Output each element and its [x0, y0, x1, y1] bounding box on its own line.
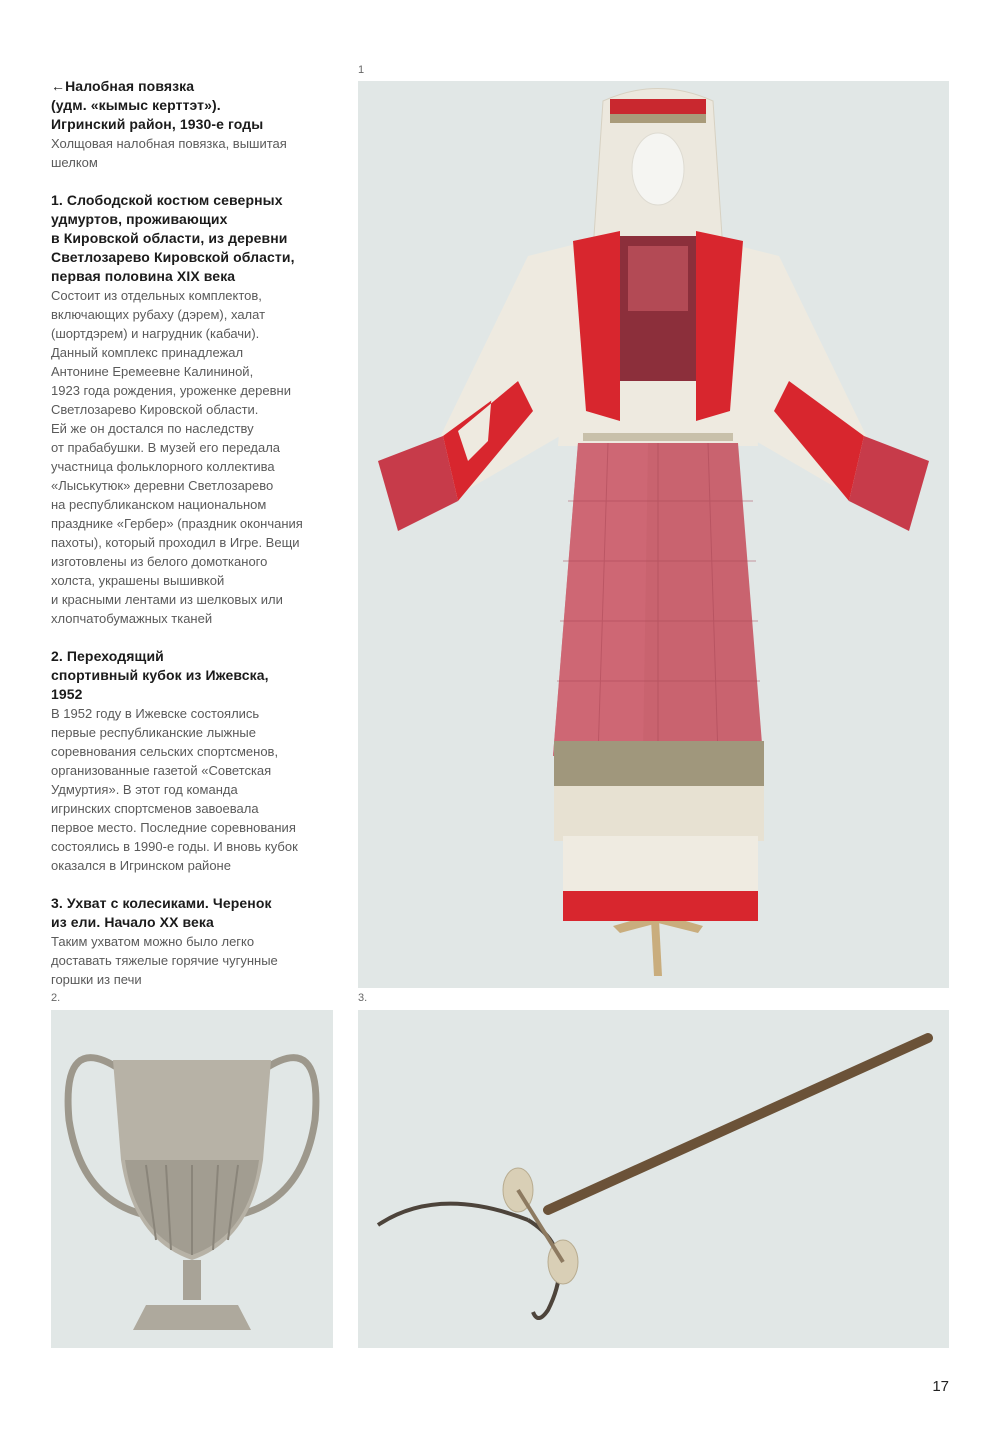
- caption-column: [51, 77, 341, 1008]
- caption-costume-title: 1. Слободской костюм северных удмуртов, проживающих в Кировской области, из деревни Светлозарево Кировской области, первая половина XIX века: [51, 192, 295, 284]
- caption-oven-fork-title: 3. Ухват с колесиками. Черенок из ели. Начало XX века: [51, 895, 272, 930]
- caption-oven-fork-body: Таким ухватом можно было легко доставать тяжелые горячие чугунные горшки из печи: [51, 934, 278, 987]
- costume-photo: [358, 81, 949, 988]
- oven-fork-photo: [358, 1010, 949, 1348]
- caption-headband-title: ←Налобная повязка (удм. «кымыс керттэт»). Игринский район, 1930-е годы: [51, 78, 264, 132]
- figure-label-costume: 1: [358, 64, 365, 76]
- caption-trophy-body: В 1952 году в Ижевске состоялись первые республиканские лыжные соревнования сельских спортсменов, организованные газетой «Советская Удмуртия». В этот год команда игринских спортсменов завоевала первое место. Последние соревнования состоялись в 1990-е годы. И вновь кубок оказался в Игринском районе: [51, 706, 298, 873]
- caption-costume-body: Состоит из отдельных комплектов, включающих рубаху (дэрем), халат (шортдэрем) и нагрудник (кабачи). Данный комплекс принадлежал Антонине Еремеевне Калининой, 1923 года рождения, уроженке деревни Светлозарево Кировской области. Ей же он достался по наследству от прабабушки. В музей его передала участница фольклорного коллектива «Лыськутюк» деревни Светлозарево на республиканском национальном празднике «Гербер» (праздник окончания пахоты), который проходил в Игре. Вещи изготовлены из белого домотканого холста, украшены вышивкой и красными лентами из шелковых или хлопчатобумажных тканей: [51, 288, 303, 626]
- figure-label-trophy: 2.: [51, 992, 61, 1004]
- figure-label-oven-fork: 3.: [358, 992, 368, 1004]
- caption-headband-body: Холщовая налобная повязка, вышитая шелком: [51, 136, 287, 170]
- caption-trophy-title: 2. Переходящий спортивный кубок из Ижевска, 1952: [51, 648, 269, 702]
- caption-trophy: [51, 647, 341, 875]
- page-number: 17: [932, 1378, 949, 1395]
- caption-headband: [51, 77, 341, 172]
- trophy-photo: [51, 1010, 333, 1348]
- caption-costume: [51, 191, 341, 628]
- caption-oven-fork: [51, 894, 341, 989]
